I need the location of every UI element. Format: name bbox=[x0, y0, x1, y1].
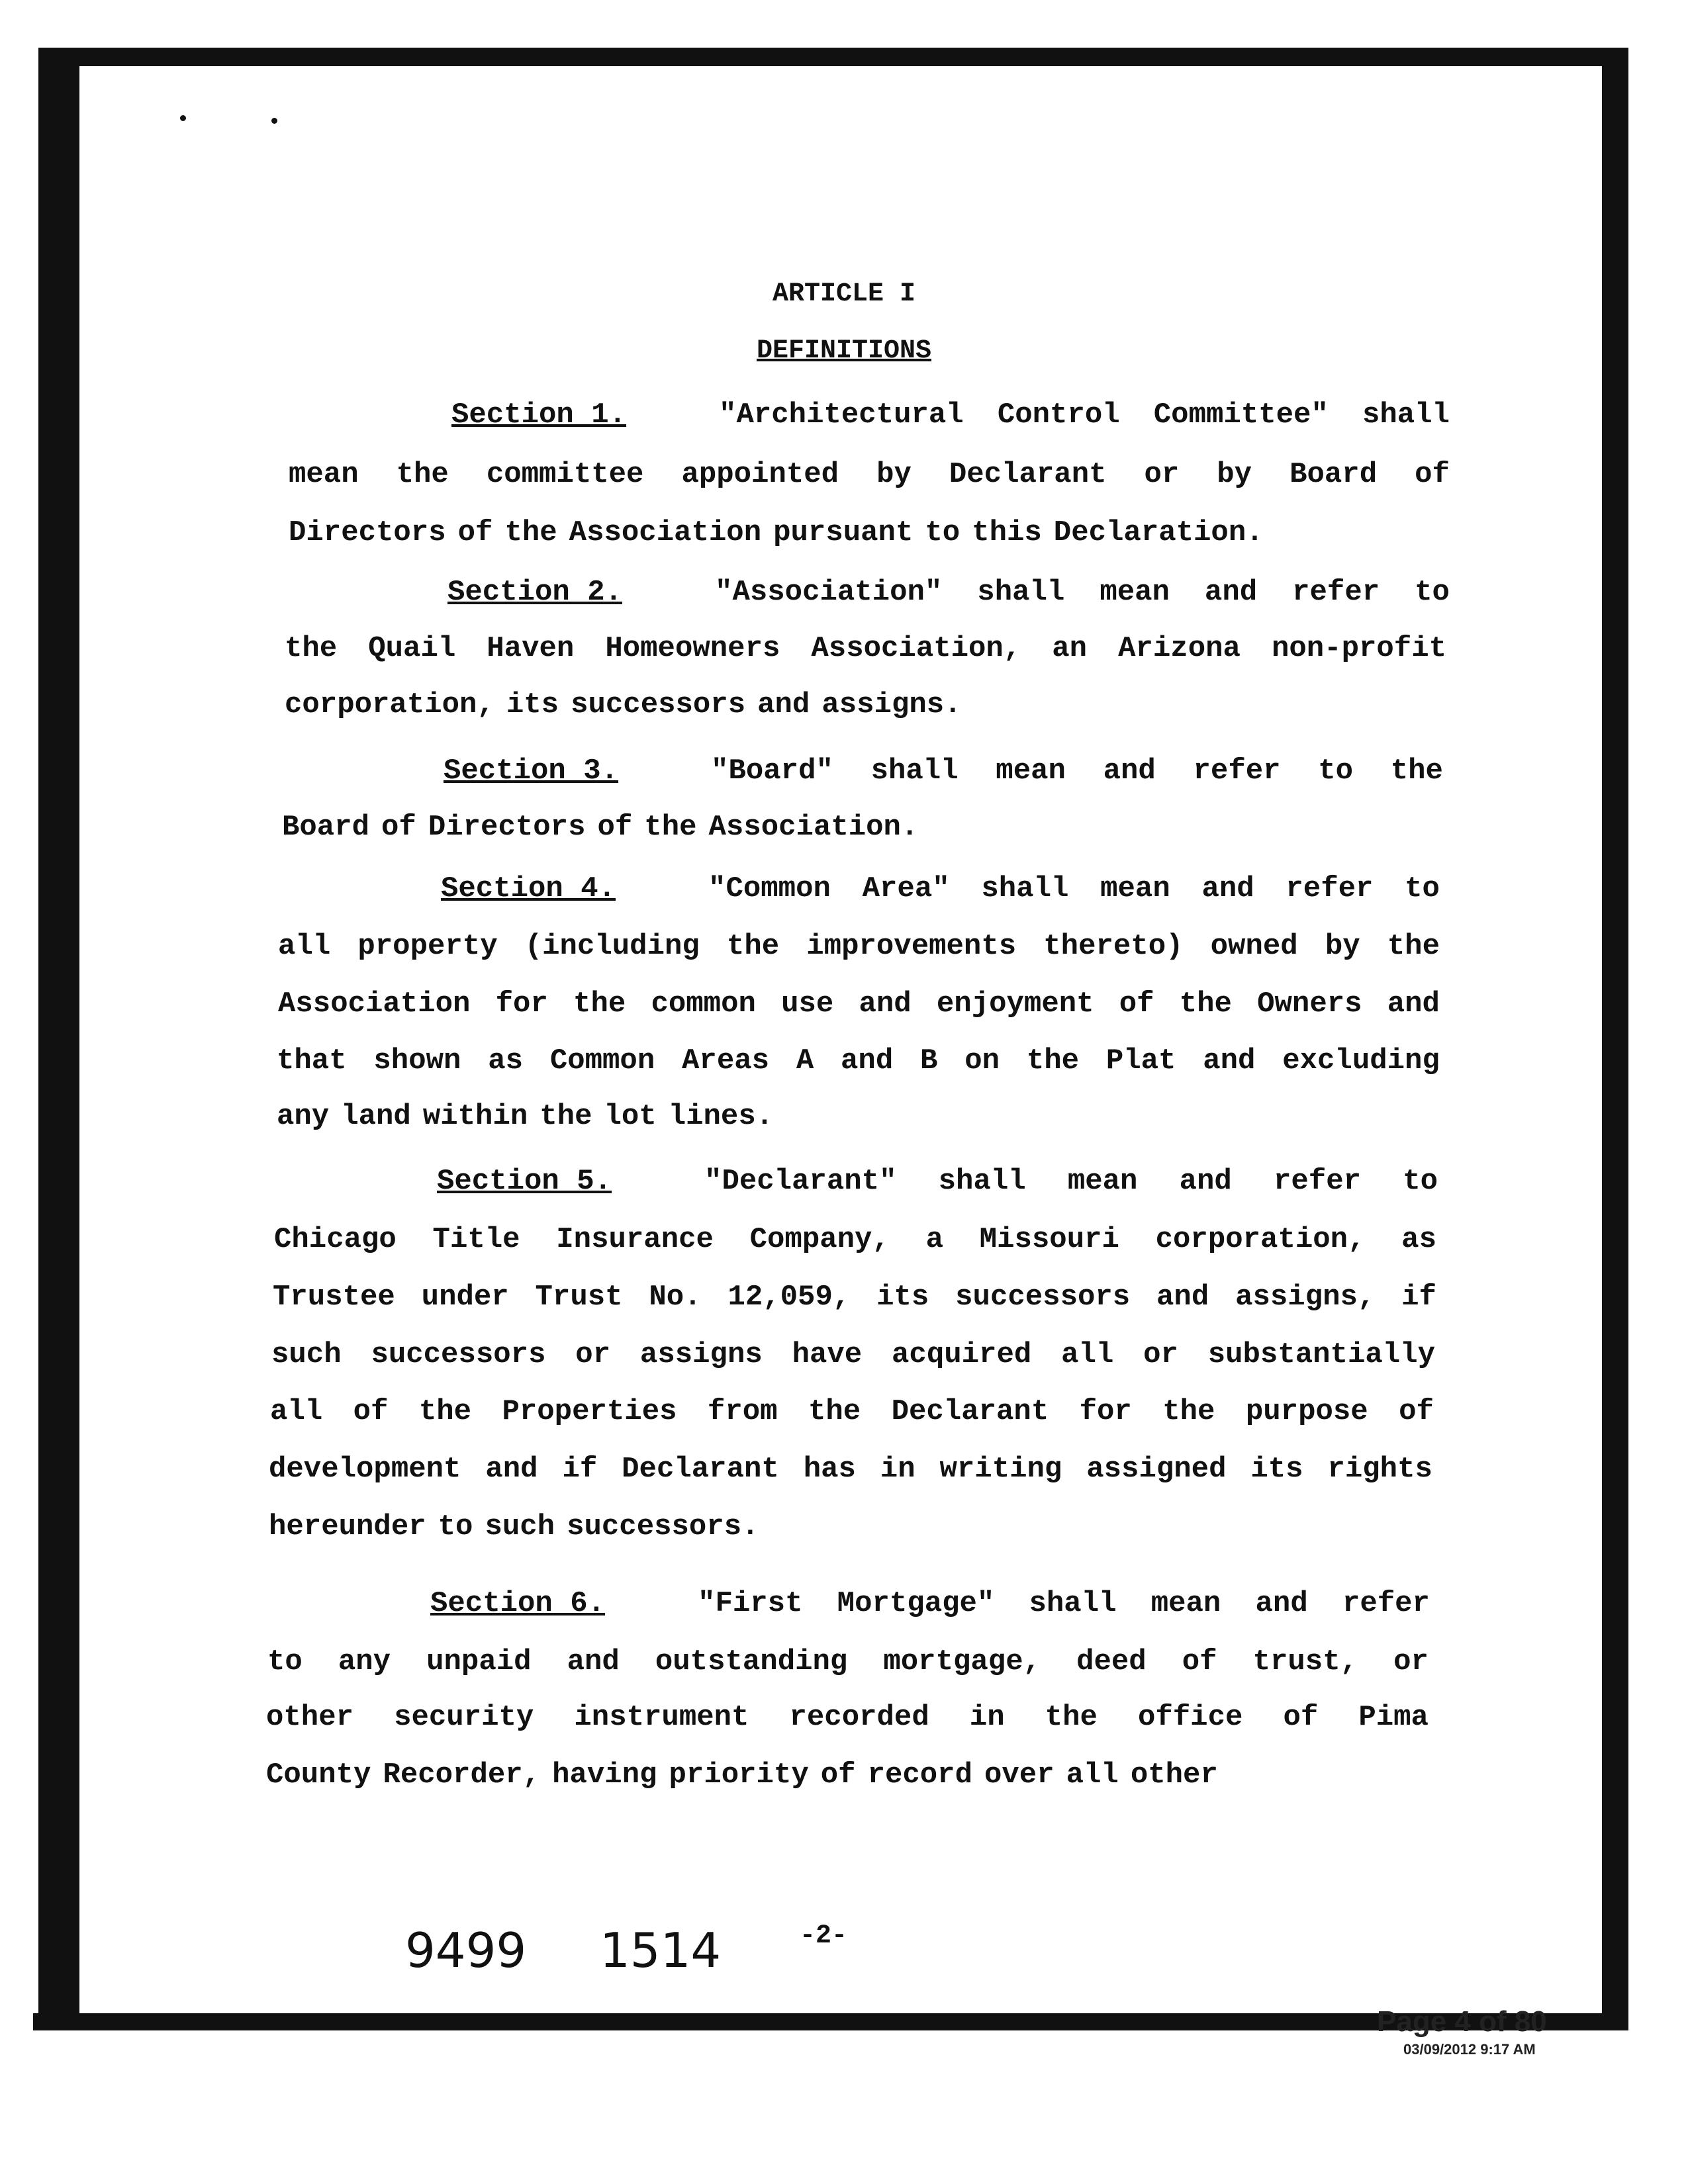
section-1-line-1 bbox=[451, 398, 1450, 432]
section-6-line-2: to any unpaid and outstanding mortgage, deed of trust, or bbox=[267, 1645, 1429, 1678]
section-2-line-2: the Quail Haven Homeowners Association, an Arizona non-profit bbox=[285, 632, 1446, 665]
section-3-line-1 bbox=[444, 754, 1443, 788]
article-subtitle: DEFINITIONS bbox=[756, 336, 932, 366]
section-label: Section 5. bbox=[437, 1165, 612, 1198]
section-4-line-4: that shown as Common Areas A and B on the Plat and excluding bbox=[277, 1044, 1440, 1077]
section-5-line-1 bbox=[437, 1165, 1438, 1198]
section-definition-start: "Common Area" shall mean and refer to bbox=[708, 872, 1440, 905]
page-reference: 1514 bbox=[600, 1923, 722, 1978]
section-5-line-3: Trustee under Trust No. 12,059, its successors and assigns, if bbox=[273, 1281, 1436, 1314]
section-definition-start: "Declarant" shall mean and refer to bbox=[704, 1165, 1438, 1198]
section-label: Section 2. bbox=[447, 576, 623, 609]
article-title: ARTICLE I bbox=[772, 279, 916, 309]
book-number: 9499 bbox=[405, 1923, 527, 1978]
section-definition-start: "Board" shall mean and refer to the bbox=[711, 754, 1443, 788]
section-label: Section 4. bbox=[441, 872, 616, 905]
scan-speck bbox=[180, 115, 186, 121]
section-5-line-7: hereunder to such successors. bbox=[269, 1510, 759, 1543]
section-1-line-3: Directors of the Association pursuant to this Declaration. bbox=[289, 516, 1264, 549]
section-2-line-1 bbox=[447, 576, 1450, 609]
section-label: Section 1. bbox=[451, 398, 627, 432]
print-timestamp: 03/09/2012 9:17 AM bbox=[1403, 2041, 1536, 2058]
section-4-line-1 bbox=[441, 872, 1440, 905]
scan-speck bbox=[271, 118, 277, 124]
section-label: Section 3. bbox=[444, 754, 619, 788]
section-4-line-5: any land within the lot lines. bbox=[277, 1100, 774, 1133]
section-definition-start: "First Mortgage" shall mean and refer bbox=[698, 1587, 1430, 1620]
section-definition-start: "Association" shall mean and refer to bbox=[715, 576, 1450, 609]
section-3-line-2: Board of Directors of the Association. bbox=[282, 811, 919, 844]
page-counter: Page 4 of 80 bbox=[1377, 2005, 1547, 2038]
section-2-line-3: corporation, its successors and assigns. bbox=[285, 688, 962, 721]
section-5-line-4: such successors or assigns have acquired all or substantially bbox=[271, 1338, 1435, 1371]
scan-border-bottom bbox=[33, 2013, 1607, 2030]
section-6-line-3: other security instrument recorded in the office of Pima bbox=[266, 1701, 1429, 1734]
section-label: Section 6. bbox=[430, 1587, 606, 1620]
section-5-line-6: development and if Declarant has in writing assigned its rights bbox=[269, 1453, 1432, 1486]
section-6-line-4: County Recorder, having priority of record over all other bbox=[266, 1758, 1218, 1792]
section-4-line-3: Association for the common use and enjoyment of the Owners and bbox=[278, 987, 1440, 1021]
section-4-line-2: all property (including the improvements thereto) owned by the bbox=[278, 930, 1440, 963]
section-1-line-2: mean the committee appointed by Declarant or by Board of bbox=[289, 458, 1450, 491]
page-number: -2- bbox=[800, 1921, 848, 1951]
section-definition-start: "Architectural Control Committee" shall bbox=[719, 398, 1450, 432]
section-6-line-1 bbox=[430, 1587, 1430, 1620]
section-5-line-2: Chicago Title Insurance Company, a Missouri corporation, as bbox=[274, 1223, 1436, 1256]
section-5-line-5: all of the Properties from the Declarant for the purpose of bbox=[270, 1395, 1434, 1428]
scan-border-top bbox=[38, 48, 1628, 66]
